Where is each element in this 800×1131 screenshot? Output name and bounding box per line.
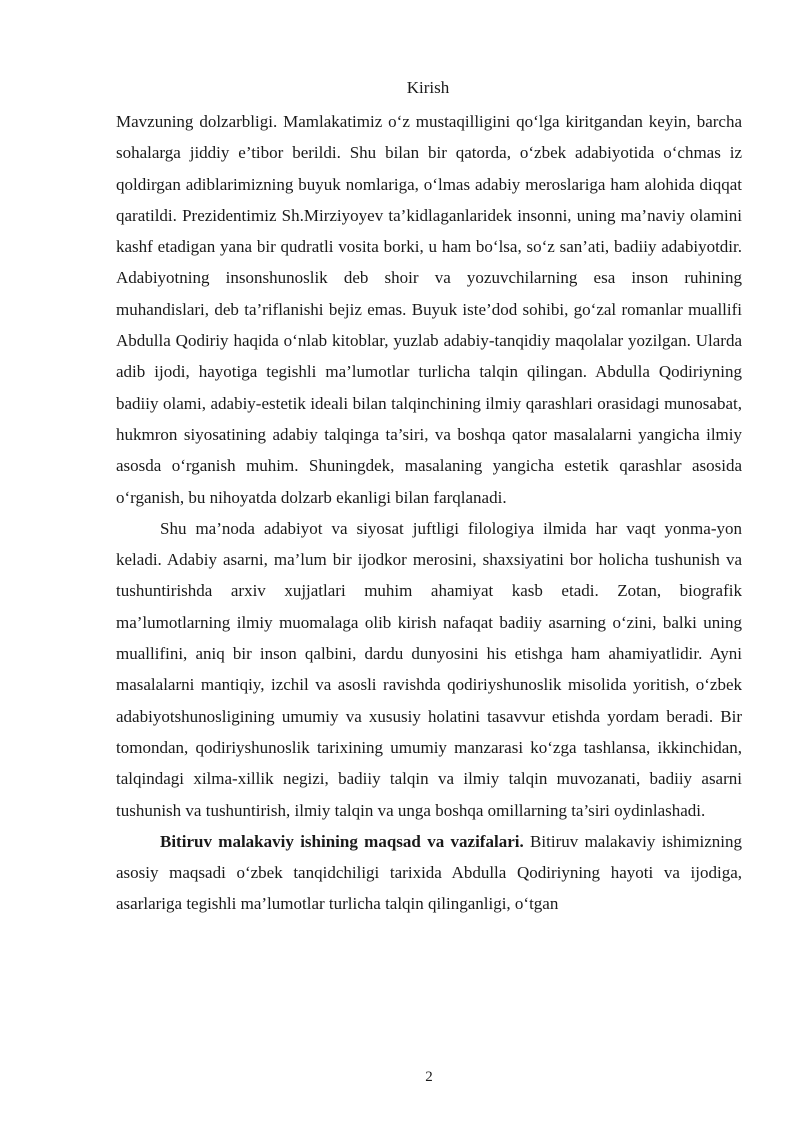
paragraph-literature-politics bbox=[116, 513, 742, 826]
paragraph-text: Shu ma’noda adabiyot va siyosat juftligi filologiya ilmida har vaqt yonma-yon keladi. Adabiy asarni, ma’lum bir ijodkor merosini, shaxsiyatini bor holicha tushunish va tushuntirishda arxiv xujjatlari muhim ahamiyat kasb etadi. Zotan, biografik ma’lumotlarning ilmiy muomalaga olib kirish nafaqat badiiy asarning o‘zini, balki uning muallifini, aniq bir inson qalbini, dardu dunyosini his etishga ham ahamiyatlidir. Ayni masalalarni mantiqiy, izchil va asosli ravishda qodiriyshunoslik misolida yoritish, o‘zbek adabiyotshunosligining umumiy va xususiy holatini tasavvur etishda yordam beradi. Bir tomondan, qodiriyshunoslik tarixining umumiy manzarasi ko‘zga tashlansa, ikkinchidan, talqindagi xilma-xillik negizi, badiiy talqin va ilmiy talqin muvozanati, badiiy asarni tushunish va tushuntirish, ilmiy talqin va unga boshqa omillarning ta’siri oydinlashadi. bbox=[116, 518, 742, 820]
paragraph-text: Bitiruv malakaviy ishimizning asosiy maqsadi o‘zbek tanqidchiligi tarixida Abdulla Qodiriyning hayoti va ijodiga, asarlariga tegishli ma’lumotlar turlicha talqin qilinganligi, o‘tgan bbox=[116, 831, 742, 914]
section-title: Kirish bbox=[406, 78, 450, 97]
page-number: 2 bbox=[425, 1069, 433, 1085]
document-body bbox=[116, 106, 742, 920]
paragraph-text: Mavzuning dolzarbligi. Mamlakatimiz o‘z mustaqilligini qo‘lga kiritgandan keyin, barcha sohalarga jiddiy e’tibor berildi. Shu bilan bir qatorda, o‘zbek adabiyotida o‘chmas iz qoldirgan adiblarimizning buyuk nomlariga, o‘lmas adabiy meroslariga ham alohida diqqat qaratildi. Prezidentimiz Sh.Mirziyoyev ta’kidlaganlaridek insonni, uning ma’naviy olamini kashf etadigan yana bir qudratli vosita borki, u ham bo‘lsa, so‘z san’ati, badiiy adabiyotdir. Adabiyotning insonshunoslik deb shoir va yozuvchilarning esa inson ruhining muhandislari, deb ta’riflanishi bejiz emas. Buyuk iste’dod sohibi, go‘zal romanlar muallifi Abdulla Qodiriy haqida o‘nlab kitoblar, yuzlab adabiy-tanqidiy maqolalar yozilgan. Ularda adib ijodi, hayotiga tegishli ma’lumotlar turlicha talqin qilingan. Abdulla Qodiriyning badiiy olami, adabiy-estetik ideali bilan talqinchining ilmiy qarashlari orasidagi munosabat, hukmron siyosatining adabiy talqinga ta’siri, va boshqa qator masalalarni yangicha ilmiy asosda o‘rganish muhim. Shuningdek, masalaning yangicha estetik qarashlar asosida o‘rganish, bu nihoyatda dolzarb ekanligi bilan farqlanadi. bbox=[116, 112, 742, 507]
paragraph-goals bbox=[116, 826, 742, 920]
paragraph-relevance bbox=[116, 106, 742, 513]
paragraph-lead-heading: Bitiruv malakaviy ishining maqsad va vazifalari. bbox=[160, 831, 524, 851]
